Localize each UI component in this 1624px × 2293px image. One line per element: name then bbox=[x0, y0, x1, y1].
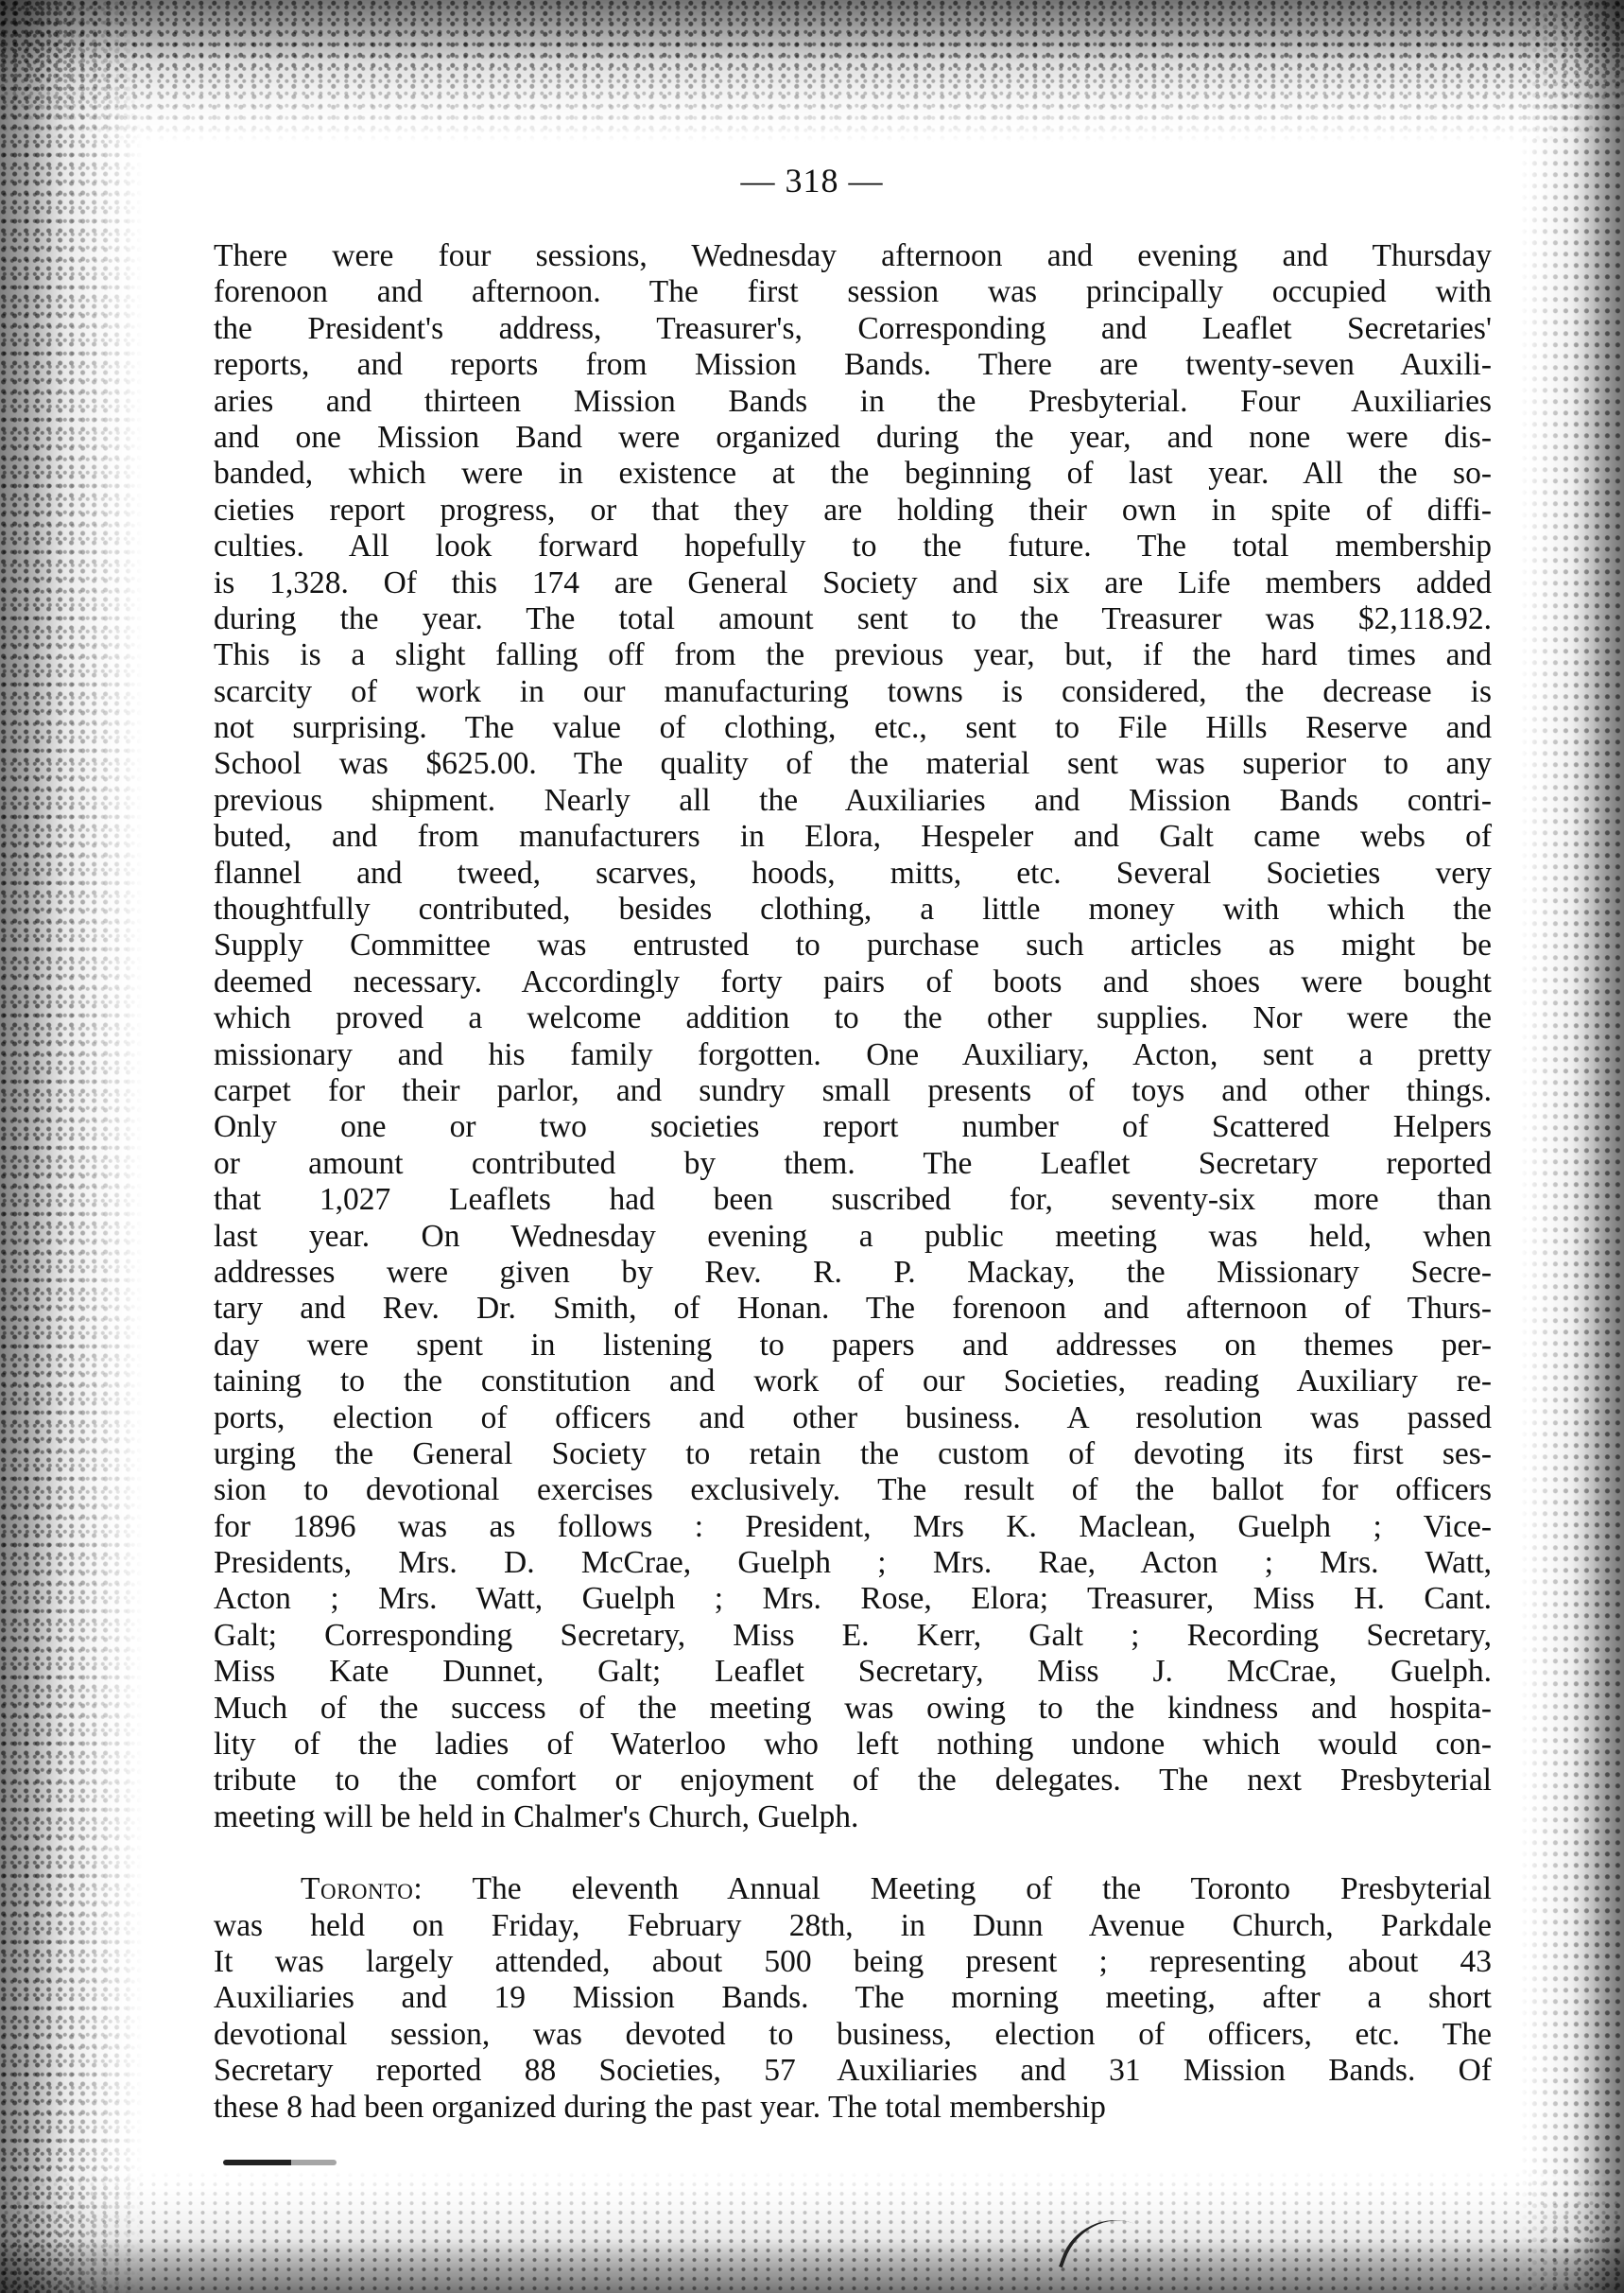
text-line: It was largely attended, about 500 being present ; representing about 43 bbox=[214, 1943, 1492, 1979]
text-line: previous shipment. Nearly all the Auxiliaries and Mission Bands contri- bbox=[214, 782, 1492, 818]
text-line: meeting will be held in Chalmer's Church, Guelph. bbox=[214, 1798, 859, 1834]
text-line: lity of the ladies of Waterloo who left nothing undone which would con- bbox=[214, 1727, 1492, 1763]
text-line: Much of the success of the meeting was owing to the kindness and hospita- bbox=[214, 1690, 1492, 1726]
text-line: the President's address, Treasurer's, Corresponding and Leaflet Secretaries' bbox=[214, 310, 1492, 346]
text-line: day were spent in listening to papers and addresses on themes per- bbox=[214, 1327, 1492, 1363]
text-line: last year. On Wednesday evening a public meeting was held, when bbox=[214, 1218, 1492, 1254]
text-line: which proved a welcome addition to the other supplies. Nor were the bbox=[214, 1000, 1492, 1036]
text-line: taining to the constitution and work of our Societies, reading Auxiliary re- bbox=[214, 1364, 1492, 1399]
text-line: missionary and his family forgotten. One Auxiliary, Acton, sent a pretty bbox=[214, 1036, 1492, 1072]
scan-edge-right bbox=[1520, 0, 1624, 2293]
text-line: these 8 had been organized during the past year. The total membership bbox=[214, 2089, 1106, 2125]
text-line: Miss Kate Dunnet, Galt; Leaflet Secretary, Miss J. McCrae, Guelph. bbox=[214, 1654, 1492, 1690]
scan-edge-bottom bbox=[0, 2170, 1624, 2293]
paragraph-toronto-report bbox=[214, 1871, 1492, 2126]
text-line: or amount contributed by them. The Leaflet Secretary reported bbox=[214, 1145, 1492, 1181]
text-line: buted, and from manufacturers in Elora, Hespeler and Galt came webs of bbox=[214, 819, 1492, 855]
text-line: urging the General Society to retain the custom of devoting its first ses- bbox=[214, 1435, 1492, 1471]
text-line: carpet for their parlor, and sundry small presents of toys and other things. bbox=[214, 1072, 1492, 1108]
text-line: reports, and reports from Mission Bands. There are twenty-seven Auxili- bbox=[214, 347, 1492, 383]
text-line: scarcity of work in our manufacturing towns is considered, the decrease is bbox=[214, 673, 1492, 709]
text-line: thoughtfully contributed, besides clothing, a little money with which the bbox=[214, 892, 1492, 928]
text-line: deemed necessary. Accordingly forty pairs of boots and shoes were bought bbox=[214, 964, 1492, 999]
text-line: tribute to the comfort or enjoyment of the delegates. The next Presbyterial bbox=[214, 1763, 1492, 1798]
page-number: — 318 — bbox=[740, 162, 884, 200]
text-line: that 1,027 Leaflets had been suscribed for, seventy-six more than bbox=[214, 1182, 1492, 1218]
paragraph-gap bbox=[214, 1835, 1492, 1871]
text-line: was held on Friday, February 28th, in Dunn Avenue Church, Parkdale bbox=[214, 1907, 1492, 1943]
scan-edge-left bbox=[0, 0, 142, 2293]
printer-rule-mark bbox=[223, 2160, 337, 2165]
text-line: addresses were given by Rev. R. P. Mackay, the Missionary Secre- bbox=[214, 1254, 1492, 1290]
text-line: forenoon and afternoon. The first session was principally occupied with bbox=[214, 274, 1492, 310]
text-line: ports, election of officers and other business. A resolution was passed bbox=[214, 1399, 1492, 1435]
paper-crease-mark bbox=[1059, 2204, 1138, 2287]
scan-edge-top bbox=[0, 0, 1624, 142]
text-line: Supply Committee was entrusted to purchase such articles as might be bbox=[214, 928, 1492, 964]
text-line: is 1,328. Of this 174 are General Society and six are Life members added bbox=[214, 565, 1492, 600]
text-line: culties. All look forward hopefully to the future. The total membership bbox=[214, 529, 1492, 565]
text-line: Presidents, Mrs. D. McCrae, Guelph ; Mrs. Rae, Acton ; Mrs. Watt, bbox=[214, 1545, 1492, 1581]
text-line: Galt; Corresponding Secretary, Miss E. Kerr, Galt ; Recording Secretary, bbox=[214, 1617, 1492, 1653]
text-line: Secretary reported 88 Societies, 57 Auxiliaries and 31 Mission Bands. Of bbox=[214, 2053, 1492, 2089]
text-line: Auxiliaries and 19 Mission Bands. The morning meeting, after a short bbox=[214, 1980, 1492, 2016]
text-line bbox=[214, 1871, 1492, 1907]
text-line: aries and thirteen Mission Bands in the Presbyterial. Four Auxiliaries bbox=[214, 383, 1492, 419]
text-line: This is a slight falling off from the previous year, but, if the hard times and bbox=[214, 637, 1492, 673]
text-line: during the year. The total amount sent to the Treasurer was $2,118.92. bbox=[214, 600, 1492, 636]
body-text bbox=[214, 238, 1492, 2126]
text-line: School was $625.00. The quality of the material sent was superior to any bbox=[214, 746, 1492, 782]
text-line-rest: The eleventh Annual Meeting of the Toronto Presbyterial bbox=[423, 1871, 1492, 1907]
paragraph-waterloo-report bbox=[214, 238, 1492, 1835]
text-line: tary and Rev. Dr. Smith, of Honan. The forenoon and afternoon of Thurs- bbox=[214, 1291, 1492, 1327]
text-line: for 1896 was as follows : President, Mrs K. Maclean, Guelph ; Vice- bbox=[214, 1508, 1492, 1544]
text-line: There were four sessions, Wednesday afternoon and evening and Thursday bbox=[214, 238, 1492, 273]
section-lead-word: Toronto: bbox=[301, 1871, 423, 1907]
text-line: Only one or two societies report number of Scattered Helpers bbox=[214, 1109, 1492, 1145]
text-line: flannel and tweed, scarves, hoods, mitts, etc. Several Societies very bbox=[214, 855, 1492, 891]
text-line: sion to devotional exercises exclusively. The result of the ballot for officers bbox=[214, 1472, 1492, 1508]
text-line: cieties report progress, or that they are holding their own in spite of diffi- bbox=[214, 492, 1492, 528]
text-line: devotional session, was devoted to business, election of officers, etc. The bbox=[214, 2016, 1492, 2052]
text-line: banded, which were in existence at the beginning of last year. All the so- bbox=[214, 456, 1492, 492]
text-line: not surprising. The value of clothing, etc., sent to File Hills Reserve and bbox=[214, 710, 1492, 746]
text-line: and one Mission Band were organized during the year, and none were dis- bbox=[214, 419, 1492, 455]
text-line: Acton ; Mrs. Watt, Guelph ; Mrs. Rose, Elora; Treasurer, Miss H. Cant. bbox=[214, 1581, 1492, 1617]
